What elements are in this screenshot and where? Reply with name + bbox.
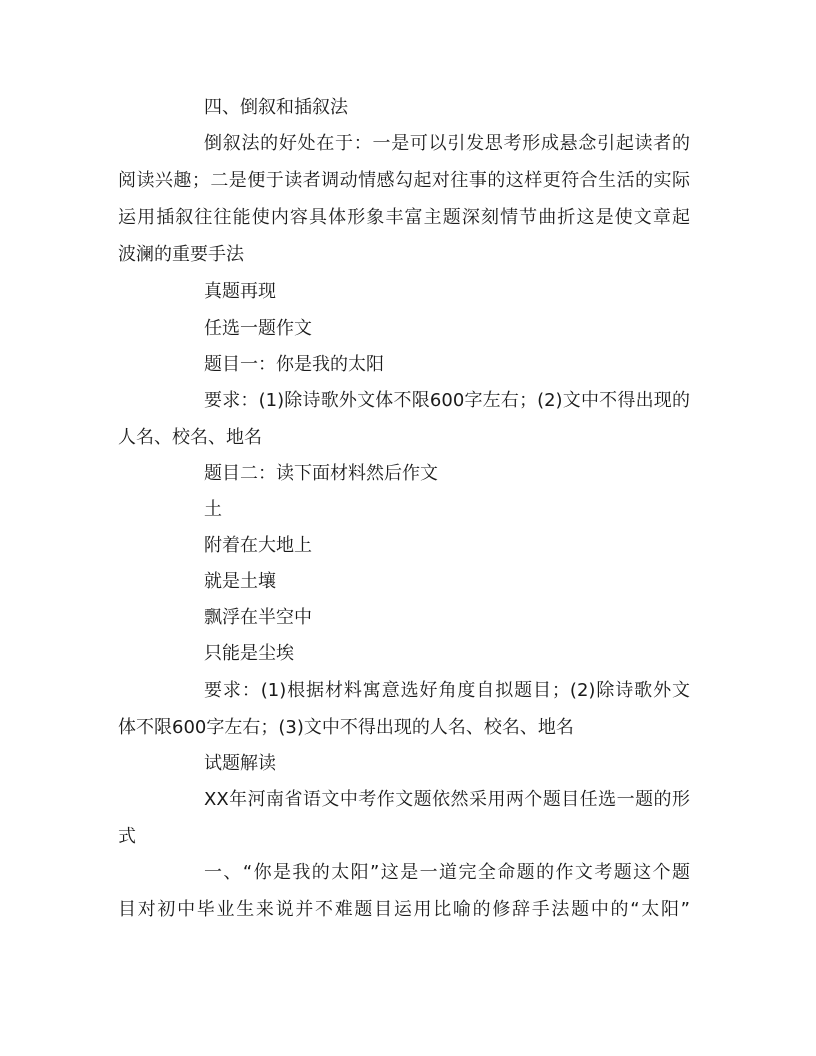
- paragraph-line: XX年河南省语文中考作文题依然采用两个题目任选一题的形: [204, 789, 690, 810]
- section-heading: 真题再现: [204, 281, 276, 302]
- requirement-line: 体不限600字左右；(3)文中不得出现的人名、校名、地名: [118, 717, 574, 738]
- topic-title: 题目二：读下面材料然后作文: [204, 463, 438, 484]
- paragraph-line: 一、“你是我的太阳”这是一道完全命题的作文考题这个题: [204, 862, 690, 883]
- topic-title: 题目一：你是我的太阳: [204, 354, 384, 375]
- section-heading: 四、倒叙和插叙法: [204, 97, 348, 118]
- poem-line: 飘浮在半空中: [204, 607, 312, 628]
- paragraph-line: 任选一题作文: [204, 318, 312, 339]
- poem-title: 土: [204, 499, 222, 520]
- paragraph-line: 目对初中毕业生来说并不难题目运用比喻的修辞手法题中的“太阳”: [118, 899, 690, 920]
- section-heading: 试题解读: [204, 753, 276, 774]
- paragraph-line: 波澜的重要手法: [118, 244, 244, 265]
- requirement-line: 人名、校名、地名: [118, 427, 262, 448]
- paragraph-line: 式: [118, 826, 136, 847]
- poem-line: 就是土壤: [204, 571, 276, 592]
- requirement-line: 要求：(1)根据材料寓意选好角度自拟题目；(2)除诗歌外文: [204, 680, 690, 701]
- poem-line: 只能是尘埃: [204, 643, 294, 664]
- paragraph-line: 运用插叙往往能使内容具体形象丰富主题深刻情节曲折这是使文章起: [118, 207, 690, 228]
- requirement-line: 要求：(1)除诗歌外文体不限600字左右；(2)文中不得出现的: [204, 390, 690, 411]
- paragraph-line: 倒叙法的好处在于：一是可以引发思考形成悬念引起读者的: [204, 133, 690, 154]
- paragraph-line: 阅读兴趣；二是便于读者调动情感勾起对往事的这样更符合生活的实际: [118, 170, 690, 191]
- poem-line: 附着在大地上: [204, 535, 312, 556]
